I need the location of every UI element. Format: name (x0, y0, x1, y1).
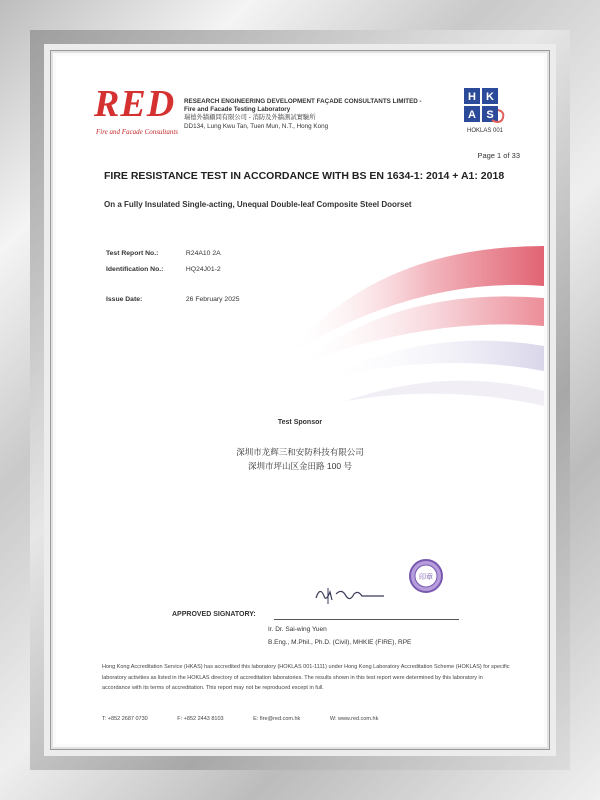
logo-tagline: Fire and Facade Consultants (96, 128, 178, 136)
identification-label: Identification No.: (106, 266, 164, 273)
approved-signatory-label: APPROVED SIGNATORY: (172, 611, 256, 618)
company-lab: Fire and Facade Testing Laboratory (184, 106, 291, 114)
svg-text:S: S (486, 109, 494, 121)
sponsor-name: 深圳市龙辉三和安防科技有限公司 (236, 447, 364, 457)
company-header (184, 98, 464, 131)
issue-date-value: 26 February 2025 (185, 296, 240, 303)
test-sponsor-label: Test Sponsor (277, 419, 323, 426)
certificate-title: FIRE RESISTANCE TEST IN ACCORDANCE WITH BS EN 1634-1: 2014 + A1: 2018 (104, 170, 505, 182)
handwritten-signature (310, 582, 390, 608)
decorative-swoosh (286, 206, 544, 416)
contact-email: E: fire@red.com.hk (253, 716, 301, 722)
signatory-credentials: B.Eng., M.Phil., Ph.D. (Civil), MHKIE (FIRE), RPE (268, 639, 412, 646)
company-name: RESEARCH ENGINEERING DEVELOPMENT FAÇADE CONSULTANTS LIMITED - (184, 98, 422, 105)
identification-value: HQ24J01-2 (185, 266, 221, 273)
hkas-id: HOKLAS 001 (466, 128, 504, 134)
certificate-subtitle: On a Fully Insulated Single-acting, Unequal Double-leaf Composite Steel Doorset (104, 200, 412, 209)
identification-row (106, 266, 221, 273)
svg-text:H: H (468, 91, 476, 103)
report-number-row (106, 250, 221, 257)
report-number-value: R24A10 2A (185, 250, 221, 257)
contact-fax: F: +852 2443 8103 (177, 716, 224, 722)
red-logo (94, 82, 178, 162)
hkas-logo-icon (462, 86, 508, 124)
page-number: Page 1 of 33 (477, 151, 520, 160)
signatory-name: Ir. Dr. Sai-wing Yuen (268, 626, 327, 633)
issue-date-row (106, 296, 240, 303)
seal-text: 印章 (419, 573, 433, 581)
logo-text: RED (94, 83, 176, 125)
svg-text:K: K (486, 91, 494, 103)
contact-tel: T: +852 2687 0730 (102, 716, 148, 722)
official-seal (408, 558, 444, 594)
report-number-label: Test Report No.: (106, 250, 159, 257)
svg-text:A: A (468, 109, 476, 121)
issue-date-label: Issue Date: (106, 296, 143, 303)
company-address: DD134, Lung Kwu Tan, Tuen Mun, N.T., Hong Kong (184, 122, 329, 130)
signature-line (274, 619, 459, 620)
contact-footer (102, 716, 512, 722)
certificate-paper (56, 56, 544, 744)
sponsor-address: 深圳市坪山区金田路 100 号 (248, 461, 352, 471)
company-chinese-name: 瑞德外牆顧問有限公司 - 消防及外牆測試實驗所 (184, 114, 316, 122)
contact-web: W: www.red.com.hk (329, 716, 379, 722)
accreditation-statement: Hong Kong Accreditation Service (HKAS) has accredited this laboratory (HOKLAS 001-1111) under Hong Kong Laboratory Accreditation Scheme (HOKLAS) for specific laboratory activities as listed in the HOKLAS directory of accreditation laboratories. The results shown in this test report were determined by this laboratory in accordance with its terms of accreditation. This report may not be reproduced except in full. (102, 664, 510, 691)
hkas-accreditation-mark (462, 86, 508, 146)
